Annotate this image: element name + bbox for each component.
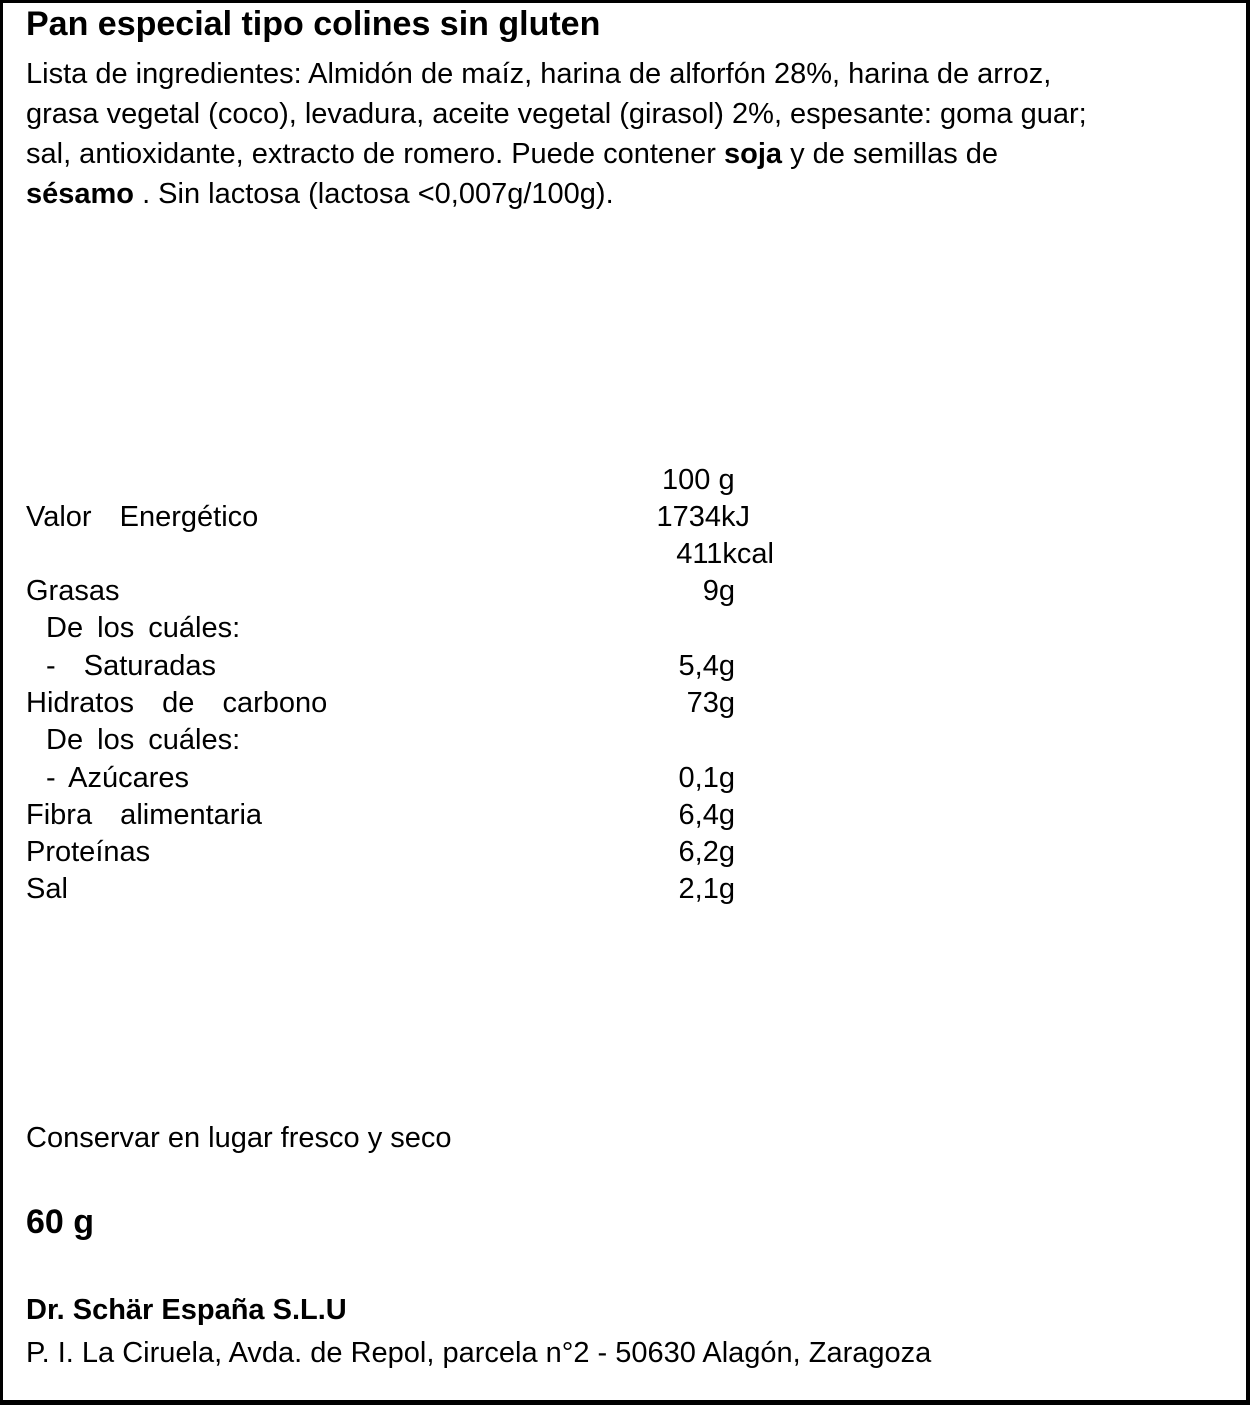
nutrition-label-of-which: De los cuáles: xyxy=(46,612,241,644)
nutrition-label-saturated: - Saturadas xyxy=(46,650,216,682)
company-address: P. I. La Ciruela, Avda. de Repol, parcela n°2 - 50630 Alagón, Zaragoza xyxy=(26,1337,932,1369)
ingredients-text: . Sin lactosa (lactosa <0,007g/100g). xyxy=(134,178,614,210)
storage-instructions: Conservar en lugar fresco y seco xyxy=(26,1122,452,1154)
ingredients-line xyxy=(26,174,1226,214)
nutrition-value-carbohydrates: 73g xyxy=(686,687,735,719)
ingredients-line: Lista de ingredientes: Almidón de maíz, harina de alforfón 28%, harina de arroz, xyxy=(26,58,1052,90)
ingredients-line: grasa vegetal (coco), levadura, aceite vegetal (girasol) 2%, espesante: goma guar; xyxy=(26,98,1087,130)
nutrition-value-saturated: 5,4g xyxy=(678,650,735,682)
nutrition-label-fiber: Fibra alimentaria xyxy=(26,799,263,831)
ingredients-list xyxy=(26,54,1226,214)
nutrition-value-energy-kj: 1734kJ xyxy=(656,501,750,533)
nutrition-label-carbohydrates: Hidratos de carbono xyxy=(26,687,328,719)
nutrition-label-salt: Sal xyxy=(26,873,68,905)
nutrition-label-protein: Proteínas xyxy=(26,836,151,868)
product-title: Pan especial tipo colines sin gluten xyxy=(26,5,601,43)
nutrition-label-sugars: - Azúcares xyxy=(46,762,189,794)
nutrition-value-fiber: 6,4g xyxy=(678,799,735,831)
nutrition-value-energy-kcal: 411kcal xyxy=(676,538,774,570)
nutrition-value-salt: 2,1g xyxy=(678,873,735,905)
ingredients-text: sal, antioxidante, extracto de romero. Puede contener xyxy=(26,138,725,170)
ingredients-text: y de semillas de xyxy=(782,138,999,170)
nutrition-column-header: 100 g xyxy=(662,464,735,496)
nutrition-label-fat: Grasas xyxy=(26,575,120,607)
nutrition-label-energy: Valor Energético xyxy=(26,501,259,533)
nutrition-value-protein: 6,2g xyxy=(678,836,735,868)
allergen-soja: soja xyxy=(724,138,783,170)
company-name: Dr. Schär España S.L.U xyxy=(26,1294,347,1326)
net-weight: 60 g xyxy=(26,1203,95,1241)
nutrition-label-of-which: De los cuáles: xyxy=(46,724,241,756)
ingredients-line xyxy=(26,134,1226,174)
nutrition-value-sugars: 0,1g xyxy=(678,762,735,794)
allergen-sesamo: sésamo xyxy=(26,178,135,210)
nutrition-value-fat: 9g xyxy=(702,575,735,607)
